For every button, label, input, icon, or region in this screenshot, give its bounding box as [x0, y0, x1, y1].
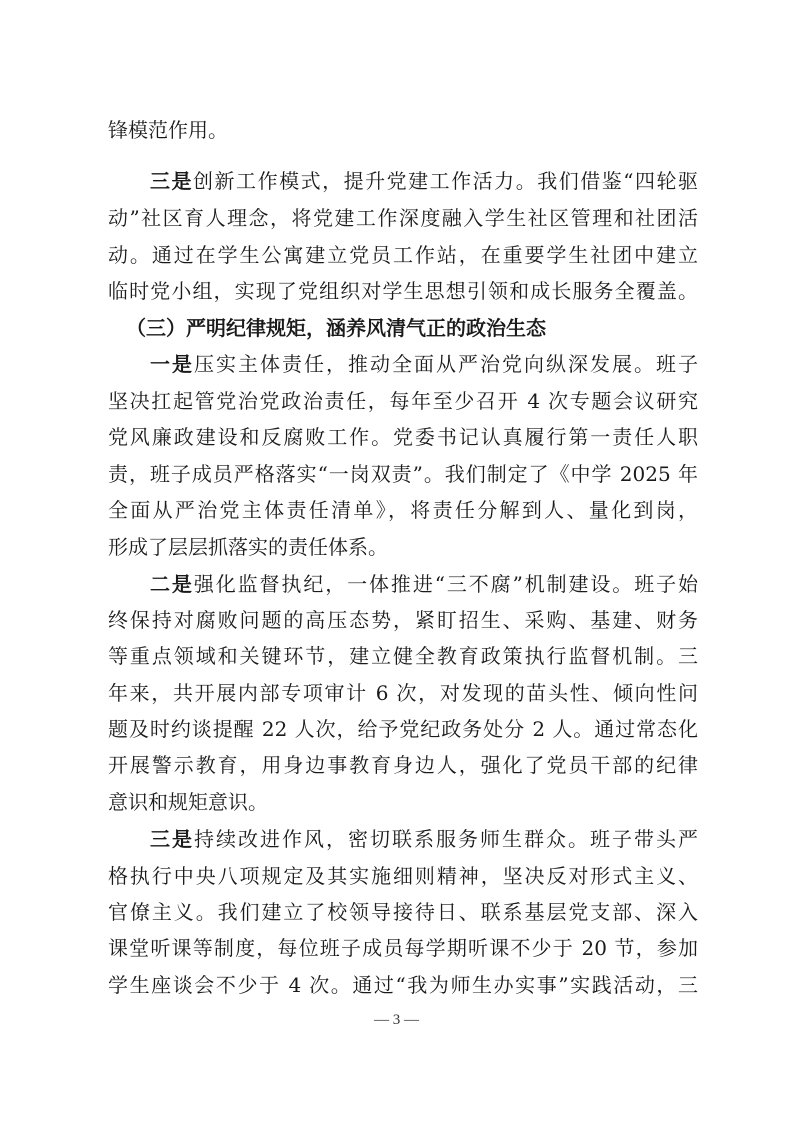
paragraph-line: 开展警示教育，用身边事教育身边人，强化了党员干部的纪律 [108, 753, 698, 777]
paragraph-lead: 三是 [150, 169, 194, 193]
section-heading: （三）严明纪律规矩，涵养风清气正的政治生态 [126, 316, 546, 340]
line-text: 压实主体责任，推动全面从严治党向纵深发展。班子 [194, 352, 698, 376]
paragraph-lead: 三是 [150, 827, 194, 851]
paragraph-line: 格执行中央八项规定及其实施细则精神，坚决反对形式主义、 [108, 864, 698, 888]
paragraph-line: 学生座谈会不少于 4 次。通过“我为师生办实事”实践活动，三 [108, 973, 698, 997]
paragraph-line [150, 166, 698, 196]
paragraph-line: 党风廉政建设和反腐败工作。党委书记认真履行第一责任人职 [108, 425, 698, 449]
paragraph-line: 题及时约谈提醒 22 人次，给予党纪政务处分 2 人。通过常态化 [108, 717, 698, 741]
paragraph-line: 责，班子成员严格落实“一岗双责”。我们制定了《中学 2025 年 [108, 462, 698, 486]
paragraph-line: 动”社区育人理念，将党建工作深度融入学生社区管理和社团活 [108, 206, 698, 230]
paragraph-line: 官僚主义。我们建立了校领导接待日、联系基层党支部、深入 [108, 900, 698, 924]
paragraph-line: 动。通过在学生公寓建立党员工作站，在重要学生社团中建立 [108, 243, 698, 267]
paragraph-line: 锋模范作用。 [108, 118, 228, 142]
paragraph-line [150, 824, 698, 854]
paragraph-line: 形成了层层抓落实的责任体系。 [108, 535, 388, 559]
paragraph-line [150, 569, 698, 599]
line-text: 创新工作模式，提升党建工作活力。我们借鉴“四轮驱 [193, 169, 698, 193]
paragraph-line: 课堂听课等制度，每位班子成员每学期听课不少于 20 节，参加 [108, 936, 698, 960]
paragraph-line: 终保持对腐败问题的高压态势，紧盯招生、采购、基建、财务 [108, 608, 698, 632]
paragraph-line: 意识和规矩意识。 [108, 790, 268, 814]
paragraph-line: 等重点领域和关键环节，建立健全教育政策执行监督机制。三 [108, 644, 698, 668]
paragraph-line: 坚决扛起管党治党政治责任，每年至少召开 4 次专题会议研究 [108, 389, 698, 413]
paragraph-line: 年来，共开展内部专项审计 6 次，对发现的苗头性、倾向性问 [108, 681, 698, 705]
paragraph-line [150, 349, 698, 379]
line-text: 强化监督执纪，一体推进“三不腐”机制建设。班子始 [193, 572, 699, 596]
line-text: 持续改进作风，密切联系服务师生群众。班子带头严 [194, 827, 698, 851]
page-number: — 3 — [374, 1012, 419, 1028]
paragraph-line: 全面从严治党主体责任清单》，将责任分解到人、量化到岗， [108, 498, 698, 522]
paragraph-line: 临时党小组，实现了党组织对学生思想引领和成长服务全覆盖。 [108, 279, 698, 303]
paragraph-lead: 二是 [150, 572, 194, 596]
paragraph-lead: 一是 [150, 352, 194, 376]
